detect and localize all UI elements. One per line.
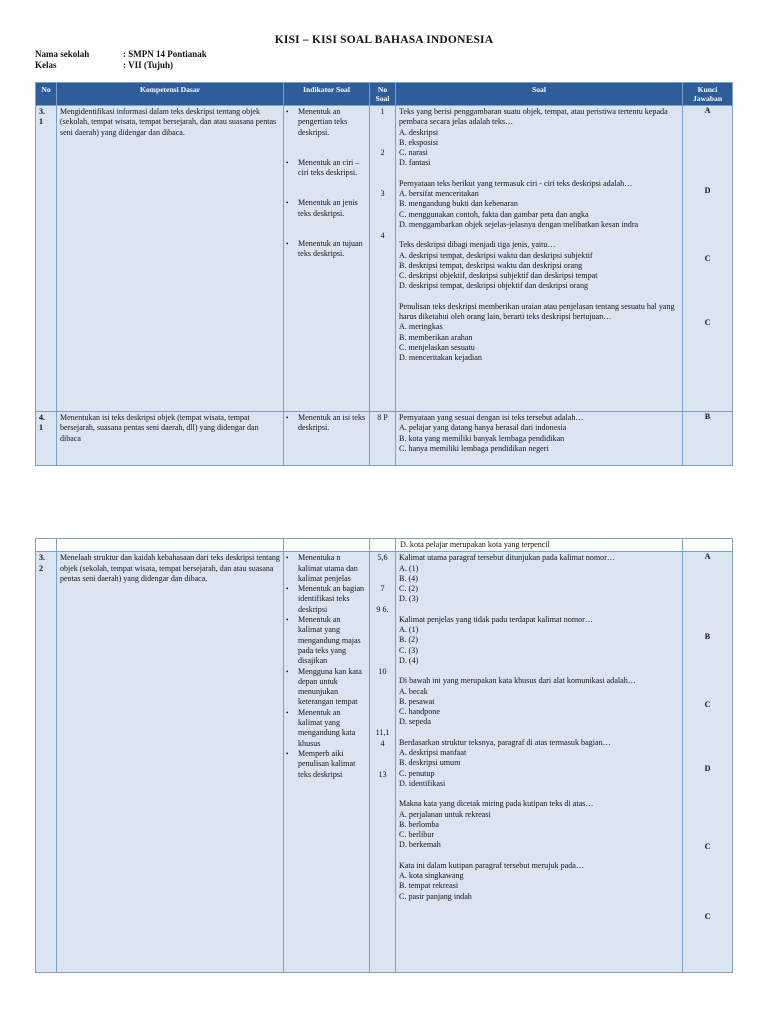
- question-option: B. memberikan arahan: [399, 332, 473, 342]
- question-option: C. narasi: [399, 148, 428, 158]
- bullet-icon: •: [286, 158, 289, 167]
- kunci-list: [683, 412, 733, 466]
- question-option: C. hanya memiliki lembaga pendidikan negeri: [399, 443, 549, 453]
- indikator-text: Menentuk an bagian identifikasi teks deskripsi: [298, 584, 365, 614]
- bullet-icon: •: [286, 585, 289, 594]
- soal-number: [373, 718, 392, 728]
- soal-number: [373, 625, 392, 635]
- kompetensi-dasar: Menelaah struktur dan kaidah kebahasaan dari teks deskripsi tentang objek (sekolah, tempat wisata, tempat bersejarah, dan atau suasana pentas seni daerah) yang didengar dan dibaca.: [57, 552, 284, 973]
- question-option: A. becak: [399, 686, 428, 696]
- question-option: A. (1): [399, 625, 419, 635]
- nosoal-list: [370, 412, 396, 466]
- question-stem: Kata ini dalam kutipan paragraf tersebut merujuk pada…: [399, 860, 584, 870]
- answer-key: C: [704, 700, 711, 710]
- empty-cell: [683, 539, 733, 552]
- answer-key: B: [704, 632, 711, 642]
- answer-key: A: [704, 106, 711, 115]
- row-no: 3. 2: [36, 552, 57, 973]
- question-option: B. mengandung bukti dan kebenaran: [399, 199, 518, 209]
- question-option: C. berlibur: [399, 830, 435, 840]
- question-stem: Teks deskripsi dibagi menjadi tiga jenis, yaitu…: [399, 240, 556, 250]
- indikator-text: Menentuk an pengertian teks deskripsi.: [298, 107, 348, 137]
- question: [399, 615, 679, 666]
- question-option: B. deskripsi umum: [399, 758, 461, 768]
- table-header-row: [36, 83, 733, 106]
- question: [399, 553, 679, 604]
- question-stem: Pernyataan yang sesuai dengan isi teks tersebut adalah…: [399, 413, 584, 422]
- header-kunci: Kunci Jawaban: [683, 83, 733, 106]
- question-option: C. (2): [399, 584, 418, 594]
- kompetensi-dasar: Mengidentifikasi informasi dalam teks deskripsi tentang objek (sekolah, tempat wisata, tempat bersejarah, dan atau suasana pentas seni daerah) yang didengar dan dibaca.: [57, 106, 284, 412]
- question-option: A. pelajar yang datang hanya berasal dari indonesia: [399, 423, 567, 433]
- soal-number: 4: [380, 738, 385, 748]
- question: [399, 179, 679, 230]
- soal-list: [396, 552, 683, 973]
- indikator-text: Menentuk an isi teks deskripsi.: [298, 413, 366, 433]
- indikator-text: Mengguna kan kata depan untuk menunjukan keterangan tempat: [298, 666, 362, 707]
- question: [399, 302, 679, 364]
- soal-number: 4: [380, 230, 385, 240]
- question-option: C. handpone: [399, 707, 440, 717]
- question-option: A. meringkas: [399, 322, 443, 332]
- question-option: C. penutup: [399, 768, 435, 778]
- answer-key: B: [704, 412, 711, 421]
- kunci-list: [683, 552, 733, 973]
- question-stem: Teks yang berisi penggambaran suatu objek, tempat, atau peristiwa tertentu kepada pembaca secara jelas adalah teks…: [399, 107, 668, 127]
- bullet-icon: •: [286, 616, 289, 625]
- soal-number: 5,6: [377, 553, 388, 563]
- indikator-text: Memperb aiki penulisan kalimat teks deskripsi: [298, 748, 356, 779]
- question-stem: Di bawah ini yang merupakan kata khusus dari alat komunikasi adalah…: [399, 676, 636, 686]
- question: [399, 738, 679, 789]
- soal-number: 3: [380, 189, 385, 199]
- question-option: B. tempat rekreasi: [399, 881, 459, 891]
- indikator-item: [286, 553, 366, 584]
- question-option: D. identifikasi: [399, 778, 446, 788]
- soal-number: [373, 564, 392, 574]
- soal-number: [373, 200, 392, 210]
- soal-number: 2: [380, 148, 385, 158]
- indikator-item: [286, 198, 366, 219]
- question-option: B. kota yang memiliki banyak lembaga pendidikan: [399, 433, 565, 443]
- question-option: A. bersifat menceritakan: [399, 189, 479, 199]
- soal-number: [373, 179, 392, 189]
- soal-number: [373, 656, 392, 666]
- question-stem: Berdasarkan struktur teksnya, paragraf di atas termasuk bagian…: [399, 737, 611, 747]
- question: [399, 240, 679, 291]
- question-option: D. (4): [399, 655, 419, 665]
- question-option: D. menggambarkan objek sejelas-jelasnya dengan melibatkan kesan indra: [399, 219, 639, 229]
- empty-cell: [36, 539, 57, 552]
- indikator-item: [286, 667, 366, 708]
- soal-number: [373, 759, 392, 769]
- soal-number: [373, 708, 392, 718]
- meta-school-value: : SMPN 14 Pontianak: [123, 49, 207, 59]
- header-no: No: [36, 83, 57, 106]
- meta-class-value: : VII (Tujuh): [123, 60, 174, 70]
- table-row: [36, 539, 733, 552]
- bullet-icon: •: [286, 108, 289, 116]
- answer-key: C: [704, 318, 711, 327]
- soal-number: [373, 128, 392, 138]
- question-option: D. (3): [399, 594, 419, 604]
- soal-number: [373, 169, 392, 179]
- question-option: C. deskripsi objektif, deskripsi subjektif dan deskripsi tempat: [399, 271, 598, 281]
- indikator-list: [284, 552, 370, 973]
- question-option: C. pasir panjang indah: [399, 891, 472, 901]
- table-row: [36, 552, 733, 973]
- row-no: 4. 1: [36, 412, 57, 466]
- soal-number: [373, 138, 392, 148]
- soal-number: 11,1: [375, 728, 390, 738]
- soal-number: [373, 687, 392, 697]
- question-stem: Pernyataan teks berikut yang termasuk ciri - ciri teks deskripsi adalah…: [399, 178, 633, 188]
- bullet-icon: •: [286, 749, 289, 758]
- question-option: A. deskripsi: [399, 127, 439, 137]
- nosoal-list: [370, 552, 396, 973]
- question-option: C. (3): [399, 645, 418, 655]
- soal-number: [373, 749, 392, 759]
- indikator-item: [286, 584, 366, 615]
- question-option: B. (2): [399, 635, 418, 645]
- question-stem: Kalimat penjelas yang tidak padu terdapat kalimat nomor…: [399, 614, 593, 624]
- indikator-item: [286, 413, 366, 434]
- question-option: A. deskripsi manfaat: [399, 748, 467, 758]
- soal-number: [373, 220, 392, 230]
- meta-school-label: Nama sekolah: [35, 49, 90, 59]
- bullet-icon: •: [286, 667, 289, 676]
- question-option: B. pesawat: [399, 696, 435, 706]
- header-soal: Soal: [396, 83, 683, 106]
- answer-key: C: [704, 254, 711, 263]
- question-option: B. deskripsi tempat, deskripsi waktu dan deskripsi orang: [399, 260, 583, 270]
- question-option: D. fantasi: [399, 158, 431, 168]
- soal-number: 1: [380, 107, 385, 116]
- indikator-list: [284, 106, 370, 412]
- question-option: B. (4): [399, 573, 418, 583]
- question-stem: Kalimat utama paragraf tersebut ditunjukan pada kalimat nomor…: [399, 553, 615, 563]
- bullet-icon: •: [286, 554, 289, 563]
- soal-number: [373, 615, 392, 625]
- empty-cell: [284, 539, 370, 552]
- empty-cell: [57, 539, 284, 552]
- soal-number: [373, 158, 392, 168]
- question-option: B. eksposisi: [399, 137, 439, 147]
- soal-number: [373, 646, 392, 656]
- indikator-text: Menentuk an ciri – ciri teks deskripsi.: [298, 157, 360, 178]
- question-option: C. menggunakan contoh, fakta dan gambar peta dan angka: [399, 209, 589, 219]
- kisi-table-page2: [35, 538, 733, 973]
- question-option: D. berkemah: [399, 840, 441, 850]
- indikator-item: [286, 708, 366, 749]
- indikator-text: Menentuka n kalimat utama dan kalimat penjelas: [298, 553, 358, 583]
- indikator-text: Menentuk an tujuan teks deskripsi.: [298, 239, 363, 259]
- header-kompetensi: Kompetensi Dasar: [57, 83, 284, 106]
- question-option: D. menceritakan kejadian: [399, 353, 482, 363]
- soal-number: [373, 697, 392, 707]
- soal-number: [373, 677, 392, 687]
- indikator-text: Menentuk an kalimat yang mengandung majas pada teks yang disajikan: [298, 615, 361, 666]
- question-option: A. deskripsi tempat, deskripsi waktu dan deskripsi subjektif: [399, 250, 593, 260]
- answer-key: C: [704, 912, 711, 922]
- answer-key: D: [704, 764, 711, 774]
- question-option: D. deskripsi tempat, deskripsi objektif dan deskripsi orang: [399, 281, 589, 291]
- question-option: A. perjalanan untuk rekreasi: [399, 809, 491, 819]
- soal-list: [396, 106, 683, 412]
- indikator-item: [286, 158, 366, 179]
- soal-number: 7: [380, 584, 385, 594]
- question-stem: Makna kata yang dicetak miring pada kutipan teks di atas…: [399, 799, 594, 809]
- row-no: 3. 1: [36, 106, 57, 412]
- question-option: D. sepeda: [399, 717, 431, 727]
- soal-number: 9 6.: [376, 604, 389, 614]
- soal-number: 10: [378, 666, 387, 676]
- empty-cell: [370, 539, 396, 552]
- indikator-list: [284, 412, 370, 466]
- question: [399, 799, 679, 850]
- soal-number: [373, 636, 392, 646]
- table-row: [36, 106, 733, 412]
- answer-key: A: [704, 552, 711, 562]
- question-option: A. (1): [399, 563, 419, 573]
- answer-key: D: [704, 186, 711, 195]
- soal-number: [373, 574, 392, 584]
- continuation-option: D. kota pelajar merupakan kota yang terpencil: [396, 539, 683, 552]
- indikator-text: Menentuk an kalimat yang mengandung kata khusus: [298, 707, 356, 748]
- kompetensi-dasar: Menentukan isi teks deskripsi objek (tempat wisata, tempat bersejarah, suasana pentas seni daerah, dll) yang didengar dan dibaca: [57, 412, 284, 466]
- bullet-icon: •: [286, 199, 289, 208]
- indikator-text: Menentuk an jenis teks deskripsi.: [298, 198, 358, 218]
- question: [399, 107, 679, 169]
- nosoal-list: [370, 106, 396, 412]
- indikator-item: [286, 749, 366, 780]
- soal-number: [373, 210, 392, 220]
- question-option: A. kota singkawang: [399, 871, 464, 881]
- header-nosoal: No Soal: [370, 83, 396, 106]
- soal-list: [396, 412, 683, 466]
- kunci-list: [683, 106, 733, 412]
- meta-class: [35, 60, 173, 70]
- meta-class-label: Kelas: [35, 60, 57, 70]
- bullet-icon: •: [286, 414, 289, 422]
- indikator-item: [286, 615, 366, 666]
- kisi-table-page1: [35, 82, 733, 466]
- soal-number: 8 P: [377, 413, 388, 422]
- bullet-icon: •: [286, 708, 289, 717]
- question: [399, 676, 679, 727]
- bullet-icon: •: [286, 240, 289, 249]
- table-row: [36, 412, 733, 466]
- header-indikator: Indikator Soal: [284, 83, 370, 106]
- indikator-item: [286, 239, 366, 260]
- answer-key: C: [704, 842, 711, 852]
- indikator-item: [286, 107, 366, 138]
- question-stem: Penulisan teks deskripsi memberikan uraian atau penjelasan tentang sesuatu hal yang harus diketahui oleh orang lain, berarti teks deskripsi bertujuan…: [399, 301, 675, 322]
- question-option: C. menjelaskan sesuatu: [399, 342, 475, 352]
- soal-number: [373, 117, 392, 127]
- soal-number: 13: [378, 769, 387, 779]
- question: [399, 861, 679, 902]
- document-title: KISI – KISI SOAL BAHASA INDONESIA: [274, 34, 494, 46]
- meta-school: [35, 49, 207, 59]
- question: [399, 413, 679, 454]
- question-option: B. berlomba: [399, 819, 440, 829]
- soal-number: [373, 594, 392, 604]
